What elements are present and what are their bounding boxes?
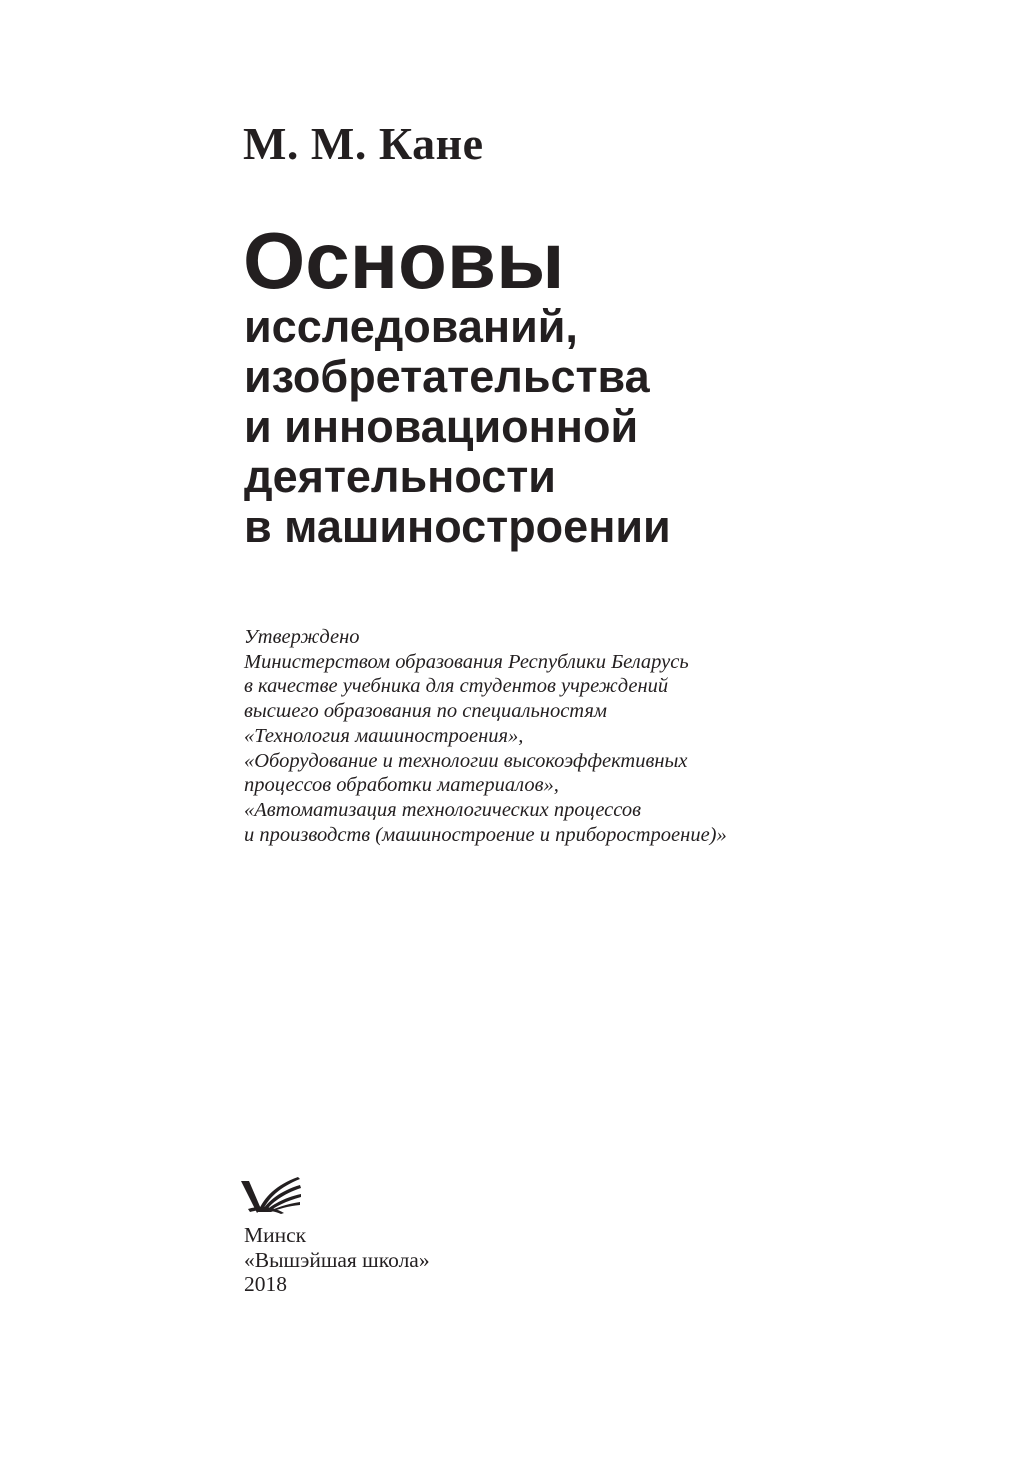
book-title-main: Основы — [243, 216, 565, 305]
approval-line: Утверждено — [244, 626, 360, 648]
subtitle-line: деятельности — [244, 451, 556, 502]
subtitle-line: в машиностроении — [244, 501, 671, 552]
subtitle-line: изобретательства — [244, 351, 650, 402]
subtitle-line: исследований, — [244, 301, 578, 352]
approval-line: высшего образования по специальностям — [244, 700, 607, 723]
publisher-city: Минск — [244, 1223, 307, 1247]
approval-line: процессов обработки материалов», — [244, 774, 559, 797]
approval-line: в качестве учебника для студентов учреждений — [244, 675, 669, 698]
approval-line: Министерством образования Республики Беларусь — [244, 650, 689, 673]
approval-statement — [244, 625, 944, 847]
approval-line: «Автоматизация технологических процессов — [244, 798, 642, 821]
book-subtitle — [244, 302, 944, 552]
approval-line: «Технология машиностроения», — [244, 724, 524, 747]
publisher-imprint — [244, 1223, 430, 1297]
publisher-logo-icon — [240, 1175, 302, 1215]
publication-year: 2018 — [244, 1272, 287, 1296]
subtitle-line: и инновационной — [244, 401, 639, 452]
publisher-name: «Вышэйшая школа» — [244, 1247, 430, 1272]
author-name: М. М. Кане — [243, 118, 484, 169]
approval-line: «Оборудование и технологии высокоэффективных — [244, 749, 688, 772]
approval-line: и производств (машиностроение и приборостроение)» — [244, 823, 727, 846]
